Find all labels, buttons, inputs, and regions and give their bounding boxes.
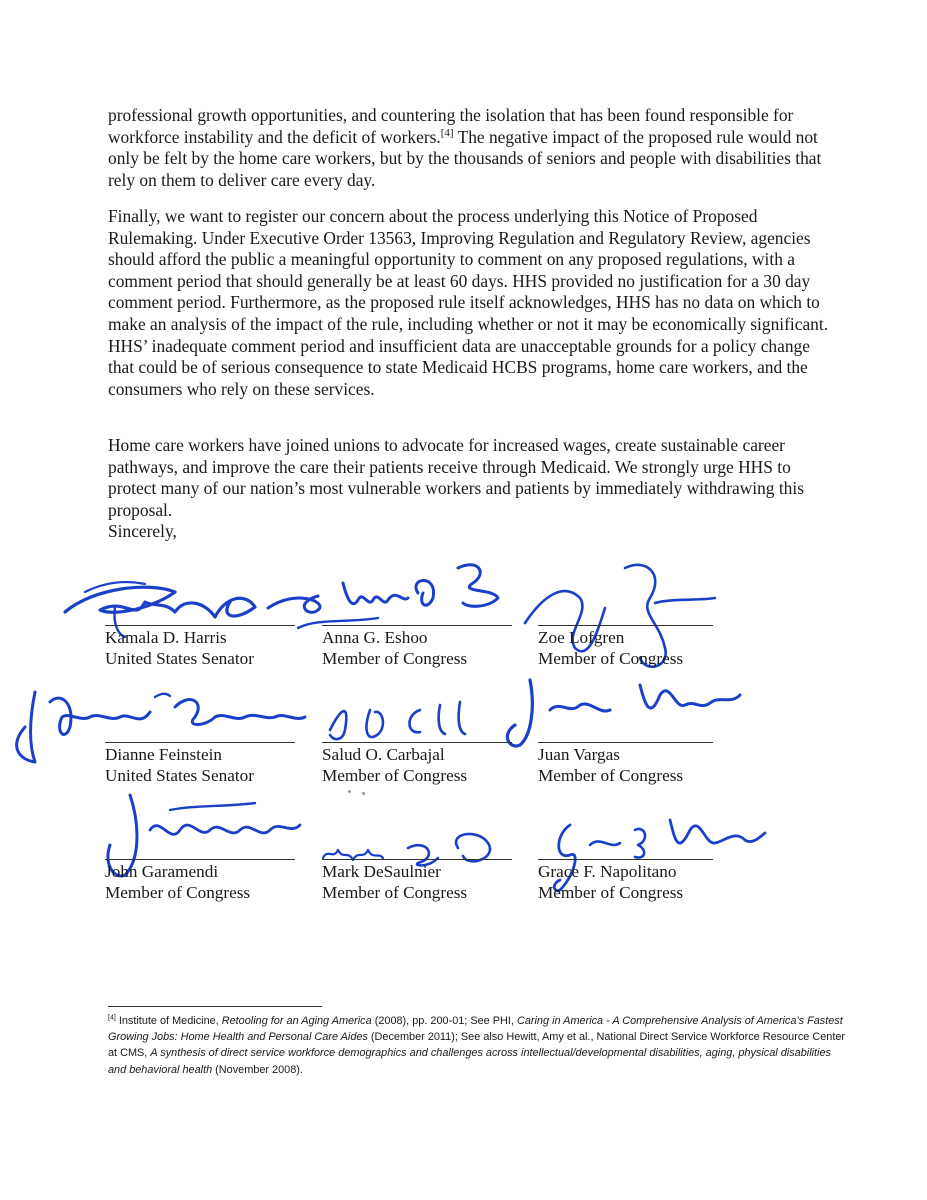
footnote-text: Institute of Medicine,: [115, 1015, 222, 1027]
signatory-title: United States Senator: [105, 649, 254, 668]
signature-block: [322, 742, 532, 786]
footnote-text: (November 2008).: [212, 1063, 303, 1076]
signature-line: [105, 625, 295, 626]
scan-speck: [362, 792, 365, 795]
signatory-title: Member of Congress: [538, 649, 684, 668]
footnote-title: Caring in America - A Comprehensive Analysis of America’s Fastest Growing Jobs: Home Health and Personal Care Aides: [108, 1015, 843, 1044]
closing: Sincerely,: [108, 521, 177, 541]
signature-line: [105, 859, 295, 860]
signature-line: [538, 742, 713, 743]
signatory-title: Member of Congress: [322, 649, 468, 668]
paragraph-request: Home care workers have joined unions to advocate for increased wages, create sustainable career pathways, and improve the care their patients receive through Medicaid. We strongly urge HHS to protect many of our nation’s most vulnerable workers and patients by immediately withdrawing this proposal.: [108, 435, 804, 520]
signature-block: [538, 625, 748, 669]
signatory-title: Member of Congress: [322, 766, 468, 785]
signatory-name: Zoe Lofgren: [538, 628, 625, 647]
signatory-title: Member of Congress: [322, 883, 468, 902]
signature-block: [322, 625, 532, 669]
signature-block: [105, 625, 315, 669]
footnote-text: (2008), pp. 200-01; See PHI,: [371, 1015, 517, 1027]
footnote-title: A synthesis of direct service workforce demographics and challenges across intellectual/developmental disabilities, aging, physical disabilities and behavioral health: [108, 1047, 831, 1076]
signature-line: [538, 625, 713, 626]
signatory-name: Mark DeSaulnier: [322, 862, 441, 881]
paragraph-workforce-text: professional growth opportunities, and countering the isolation that has been found responsible for workforce instability and the deficit of workers.: [108, 105, 794, 147]
signatory-name: Kamala D. Harris: [105, 628, 227, 647]
signature-line: [105, 742, 295, 743]
signatory-name: Juan Vargas: [538, 745, 620, 764]
signatory-title: Member of Congress: [538, 883, 684, 902]
paragraph-process: Finally, we want to register our concern about the process underlying this Notice of Proposed Rulemaking. Under Executive Order 13563, Improving Regulation and Regulatory Review, agencies should afford the public a meaningful opportunity to comment on any proposed regulations, with a comment period that should generally be at least 60 days. HHS provided no justification for a 30 day comment period. Furthermore, as the proposed rule itself acknowledges, HHS has no data on which to make an analysis of the impact of the rule, including whether or not it may be economically significant. HHS’ inadequate comment period and insufficient data are unacceptable grounds for a policy change that could be of serious consequence to state Medicaid HCBS programs, home care workers, and the consumers who rely on these services.: [108, 206, 829, 399]
signature-line: [538, 859, 713, 860]
footnote-title: Retooling for an Aging America: [221, 1015, 372, 1027]
signature-block: [322, 859, 532, 903]
signature-block: [538, 859, 748, 903]
paragraph-workforce-tail: The negative impact of the proposed rule would not only be felt by the home care workers, but by the thousands of seniors and people with disabilities that rely on them to deliver care every day.: [108, 126, 822, 190]
signature-line: [322, 859, 512, 860]
paragraph-workforce: [108, 105, 838, 191]
signatory-name: Salud O. Carbajal: [322, 745, 445, 764]
signature-line: [322, 625, 512, 626]
signatory-name: Dianne Feinstein: [105, 745, 222, 764]
signature-block: [538, 742, 748, 786]
signatory-name: John Garamendi: [105, 862, 219, 881]
signatory-title: United States Senator: [105, 766, 254, 785]
signature-block: [105, 742, 315, 786]
signatory-name: Grace F. Napolitano: [538, 862, 677, 881]
signature-block: [105, 859, 315, 903]
signatory-name: Anna G. Eshoo: [322, 628, 428, 647]
footnote-marker: [4]: [108, 1014, 116, 1022]
footnote-separator: [108, 1006, 322, 1007]
footnote-reference: [4]: [440, 126, 454, 139]
signature-carbajal: [315, 690, 505, 750]
signatory-title: Member of Congress: [105, 883, 251, 902]
signature-line: [322, 742, 512, 743]
signatory-title: Member of Congress: [538, 766, 684, 785]
footnote-text: (December 2011); See also Hewitt, Amy et al., National Direct Service Workforce Resource Center at CMS,: [108, 1031, 846, 1060]
scan-speck: [348, 790, 351, 793]
footnote: [108, 1013, 848, 1078]
